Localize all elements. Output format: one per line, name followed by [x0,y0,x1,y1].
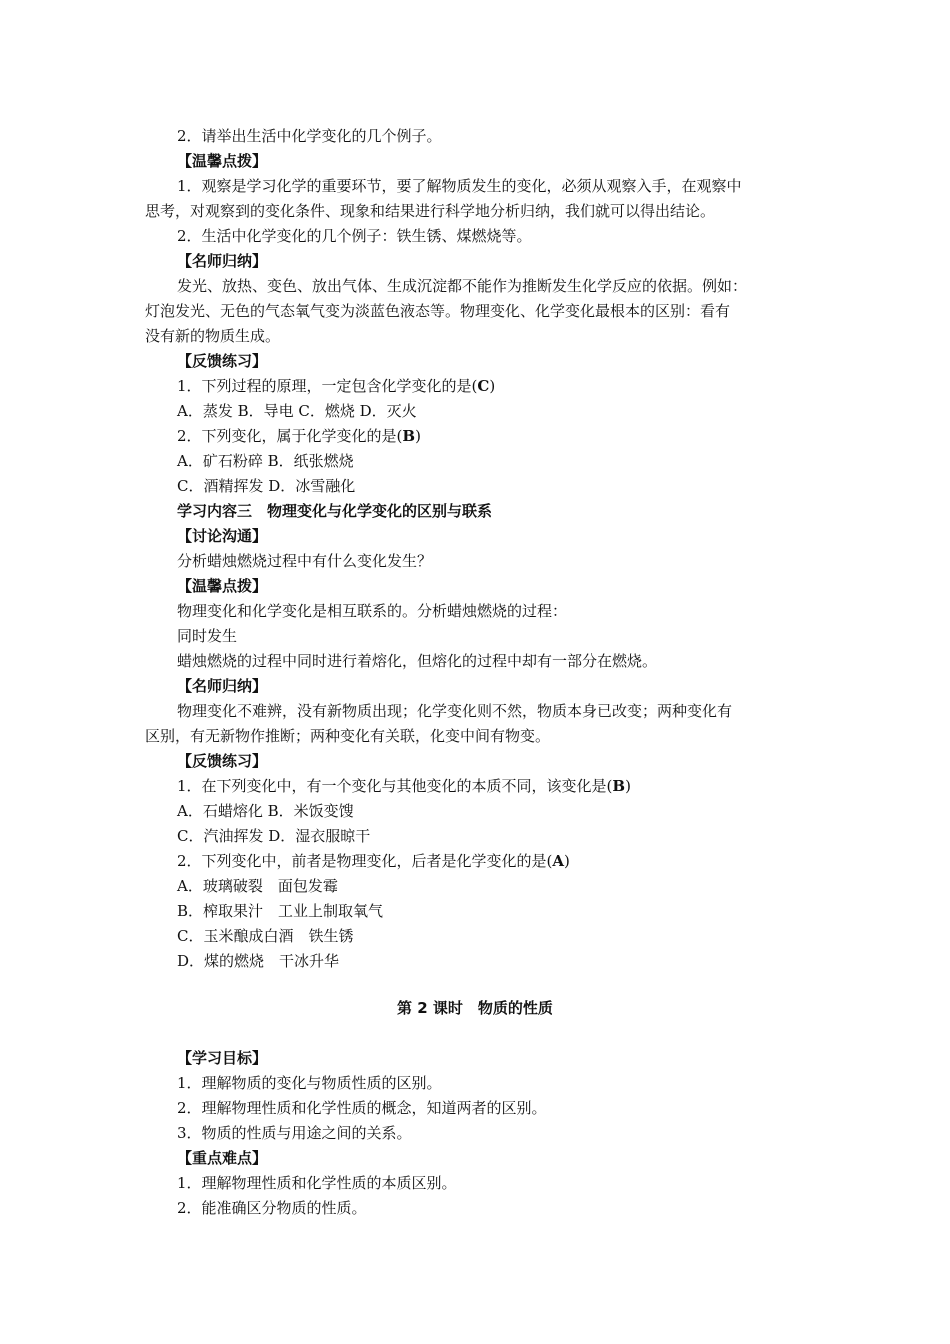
answer-option: C．玉米酿成白酒 铁生锈 [177,927,354,945]
question-text [177,776,842,796]
answer-options: C．汽油挥发 D．湿衣服晾干 [177,827,371,845]
list-item: 3．物质的性质与用途之间的关系。 [177,1124,412,1142]
section-heading: 【温馨点拨】 [177,152,268,170]
answer-option: B．榨取果汁 工业上制取氧气 [177,902,384,920]
section-heading: 【讨论沟通】 [177,527,268,545]
question-stem: 2．下列变化中，前者是物理变化，后者是化学变化的是( [177,852,553,870]
answer-letter: B [402,427,416,445]
question-stem: 1．在下列变化中，有一个变化与其他变化的本质不同，该变化是( [177,777,613,795]
question-text [177,426,842,446]
answer-letter: B [612,777,626,795]
question-stem: 1．下列过程的原理，一定包含化学变化的是( [177,377,478,395]
closing-paren: ) [625,777,631,795]
answer-options: C．酒精挥发 D．冰雪融化 [177,477,356,495]
paragraph-line: 蜡烛燃烧的过程中同时进行着熔化，但熔化的过程中却有一部分在燃烧。 [177,652,658,670]
list-item: 2．理解物理性质和化学性质的概念，知道两者的区别。 [177,1099,547,1117]
paragraph-line: 思考，对观察到的变化条件、现象和结果进行科学地分析归纳，我们就可以得出结论。 [145,202,716,220]
lesson-title: 第 2 课时 物质的性质 [397,999,553,1017]
content-section-title: 学习内容三 物理变化与化学变化的区别与联系 [177,502,493,520]
section-heading: 【学习目标】 [177,1049,268,1067]
section-heading: 【名师归纳】 [177,677,268,695]
paragraph-line: 2．生活中化学变化的几个例子：铁生锈、煤燃烧等。 [177,227,532,245]
paragraph-line: 1．观察是学习化学的重要环节，要了解物质发生的变化，必须从观察入手，在观察中 [177,177,742,195]
question-text [177,851,842,871]
section-heading: 【反馈练习】 [177,752,268,770]
paragraph-line: 同时发生 [177,627,238,645]
section-heading: 【名师归纳】 [177,252,268,270]
paragraph-line: 物理变化不难辨，没有新物质出现；化学变化则不然，物质本身已改变；两种变化有 [177,702,733,720]
answer-options: A．蒸发 B．导电 C．燃烧 D．灭火 [177,402,417,420]
section-heading: 【反馈练习】 [177,352,268,370]
question-stem: 2．下列变化，属于化学变化的是( [177,427,403,445]
section-heading: 【温馨点拨】 [177,577,268,595]
paragraph-line: 没有新的物质生成。 [145,327,281,345]
list-item: 1．理解物质的变化与物质性质的区别。 [177,1074,442,1092]
answer-options: A．石蜡熔化 B．米饭变馊 [177,802,354,820]
answer-option: A．玻璃破裂 面包发霉 [177,877,338,895]
list-item: 1．理解物理性质和化学性质的本质区别。 [177,1174,457,1192]
answer-letter: C [477,377,490,395]
section-heading: 【重点难点】 [177,1149,268,1167]
answer-letter: A [552,852,565,870]
closing-paren: ) [415,427,421,445]
paragraph-line: 发光、放热、变色、放出气体、生成沉淀都不能作为推断发生化学反应的依据。例如： [177,277,748,295]
question-text [177,376,842,396]
paragraph-line: 物理变化和化学变化是相互联系的。分析蜡烛燃烧的过程： [177,602,568,620]
list-item: 2．能准确区分物质的性质。 [177,1199,367,1217]
answer-options: A．矿石粉碎 B．纸张燃烧 [177,452,354,470]
closing-paren: ) [489,377,496,395]
closing-paren: ) [564,852,570,870]
paragraph-line: 分析蜡烛燃烧过程中有什么变化发生？ [177,552,433,570]
question-text: 2．请举出生活中化学变化的几个例子。 [177,127,442,145]
paragraph-line: 灯泡发光、无色的气态氧气变为淡蓝色液态等。物理变化、化学变化最根本的区别：看有 [145,302,731,320]
answer-option: D．煤的燃烧 干冰升华 [177,952,340,970]
paragraph-line: 区别，有无新物作推断；两种变化有关联，化变中间有物变。 [145,727,551,745]
